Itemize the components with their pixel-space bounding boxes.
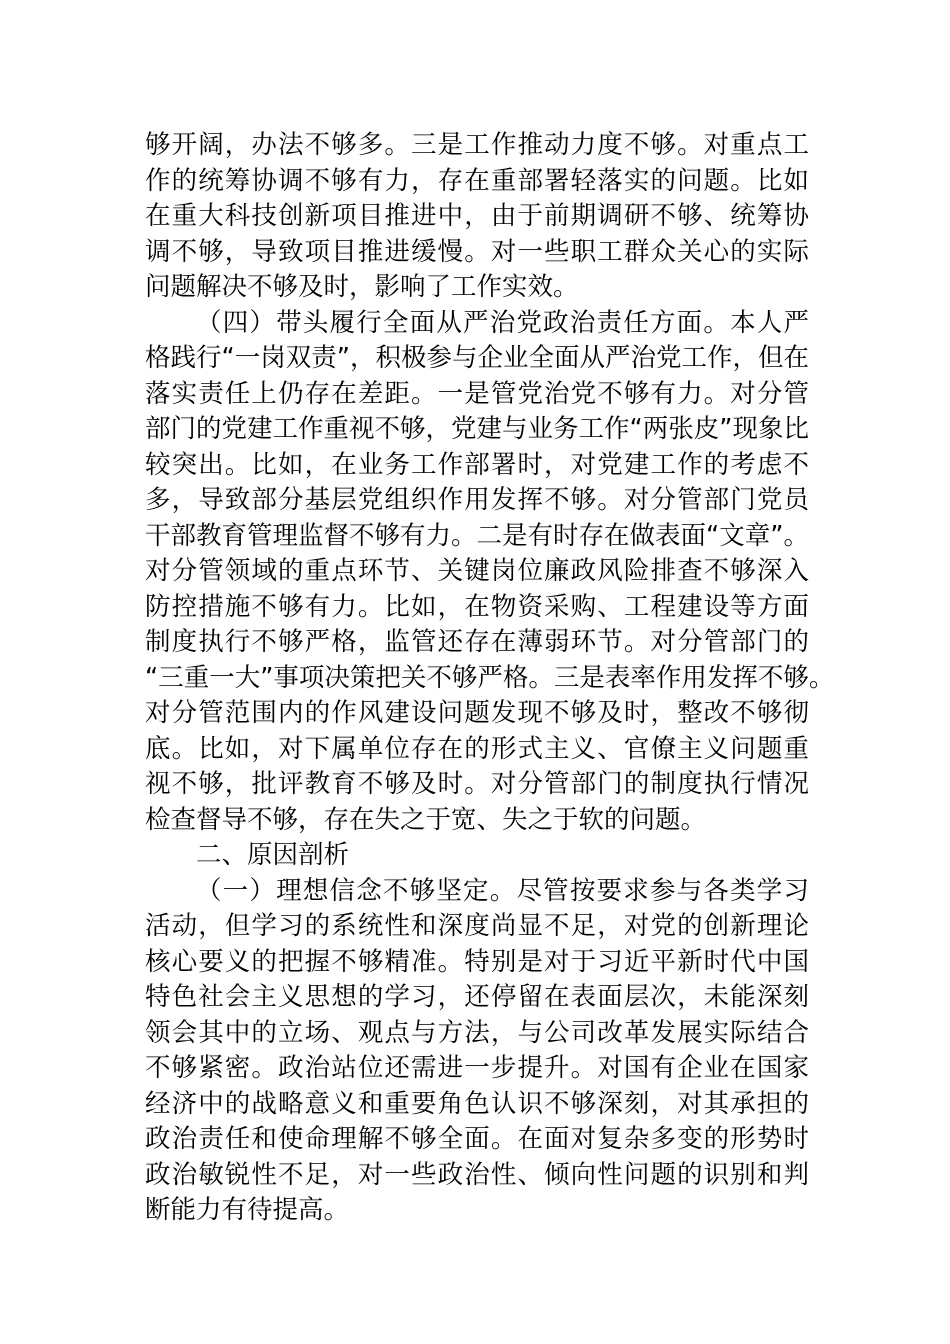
text-line: 活动，但学习的系统性和深度尚显不足，对党的创新理论 bbox=[145, 911, 809, 941]
text-line: 多，导致部分基层党组织作用发挥不够。对分管部门党员 bbox=[145, 485, 809, 515]
text-line: 特色社会主义思想的学习，还停留在表面层次，未能深刻 bbox=[145, 982, 809, 1012]
text-line: 政治责任和使命理解不够全面。在面对复杂多变的形势时 bbox=[145, 1124, 809, 1154]
text-line: 对分管领域的重点环节、关键岗位廉政风险排查不够深入 bbox=[145, 556, 809, 586]
text-line: 制度执行不够严格，监管还存在薄弱环节。对分管部门的 bbox=[145, 627, 809, 657]
text-line: 底。比如，对下属单位存在的形式主义、官僚主义问题重 bbox=[145, 733, 809, 764]
text-line: 政治敏锐性不足，对一些政治性、倾向性问题的识别和判 bbox=[145, 1159, 809, 1190]
text-line: 在重大科技创新项目推进中，由于前期调研不够、统筹协 bbox=[145, 201, 809, 231]
text-line: “三重一大”事项决策把关不够严格。三是表率作用发挥不够。 bbox=[145, 662, 835, 693]
section-heading: 二、原因剖析 bbox=[196, 840, 350, 870]
text-line: 断能力有待提高。 bbox=[145, 1195, 350, 1225]
text-line: 领会其中的立场、观点与方法，与公司改革发展实际结合 bbox=[145, 1017, 809, 1048]
text-line: 够开阔，办法不够多。三是工作推动力度不够。对重点工 bbox=[145, 130, 809, 160]
text-line: 经济中的战略意义和重要角色认识不够深刻，对其承担的 bbox=[145, 1088, 809, 1119]
text-line: 落实责任上仍存在差距。一是管党治党不够有力。对分管 bbox=[145, 378, 809, 409]
text-line: 调不够，导致项目推进缓慢。对一些职工群众关心的实际 bbox=[145, 236, 809, 267]
text-line: 不够紧密。政治站位还需进一步提升。对国有企业在国家 bbox=[145, 1053, 809, 1083]
text-line: 对分管范围内的作风建设问题发现不够及时，整改不够彻 bbox=[145, 698, 809, 728]
document-body bbox=[145, 128, 835, 1229]
paragraph-heading-line: （一）理想信念不够坚定。尽管按要求参与各类学习 bbox=[196, 875, 809, 906]
text-line: 视不够，批评教育不够及时。对分管部门的制度执行情况 bbox=[145, 769, 809, 799]
text-line: 部门的党建工作重视不够，党建与业务工作“两张皮”现象比 bbox=[145, 414, 809, 444]
text-line: 防控措施不够有力。比如，在物资采购、工程建设等方面 bbox=[145, 591, 809, 622]
text-line: 核心要义的把握不够精准。特别是对于习近平新时代中国 bbox=[145, 946, 809, 977]
text-line: 检查督导不够，存在失之于宽、失之于软的问题。 bbox=[145, 804, 707, 835]
text-line: 格践行“一岗双责”，积极参与企业全面从严治党工作，但在 bbox=[145, 343, 809, 373]
text-line: 问题解决不够及时，影响了工作实效。 bbox=[145, 272, 579, 302]
text-line: 较突出。比如，在业务工作部署时，对党建工作的考虑不 bbox=[145, 449, 809, 480]
text-line: 干部教育管理监督不够有力。二是有时存在做表面“文章”。 bbox=[145, 520, 809, 551]
text-line: 作的统筹协调不够有力，存在重部署轻落实的问题。比如 bbox=[145, 165, 809, 196]
paragraph-heading-line: （四）带头履行全面从严治党政治责任方面。本人严 bbox=[196, 307, 809, 338]
